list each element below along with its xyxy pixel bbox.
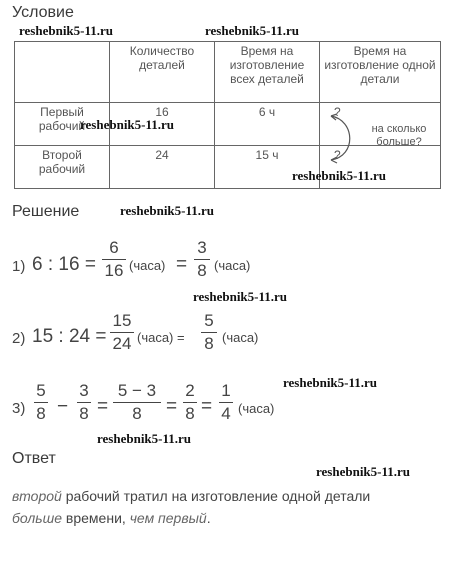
step-3-equals-3: = — [201, 396, 213, 417]
watermark: reshebnik5-11.ru — [97, 431, 192, 446]
answer-heading: Ответ — [12, 450, 56, 467]
step-1-unit-2: (часа) — [214, 258, 251, 273]
watermark: reshebnik5-11.ru — [283, 375, 378, 390]
step-2-label: 2) — [12, 330, 26, 347]
row-time-one: ? — [320, 103, 441, 146]
step-3-fraction-a: $\frac{5}{8}$ — [34, 381, 48, 424]
row-count: 24 — [110, 146, 215, 189]
answer-word-more: больше — [12, 510, 63, 526]
task-table — [14, 41, 441, 189]
answer-text: второй рабочий тратил на изготовление одной детали больше времени, чем первый. — [12, 488, 371, 526]
step-2-expr: 15 : 24 = — [32, 326, 107, 347]
watermark: reshebnik5-11.ru — [19, 23, 114, 38]
header-time-all: Время на изготовление всех деталей — [215, 42, 320, 103]
row-label: Второй рабочий — [15, 146, 110, 189]
step-3-fraction-b: $\frac{3}{8}$ — [77, 381, 91, 424]
watermark: reshebnik5-11.ru — [292, 168, 387, 183]
step-3-unit: (часа) — [238, 401, 275, 416]
step-1-fraction-2: $\frac{3}{8}$ — [194, 238, 210, 281]
watermark: reshebnik5-11.ru — [193, 289, 288, 304]
step-3-equals-1: = — [97, 396, 109, 417]
step-3-equals-2: = — [166, 396, 178, 417]
step-1-label: 1) — [12, 258, 26, 275]
step-1-fraction-1: $\frac{6}{16}$ — [102, 238, 126, 281]
condition-heading: Условие — [12, 4, 74, 21]
row-time-all: 6 ч — [215, 103, 320, 146]
step-2-unit-1: (часа) = — [137, 330, 185, 345]
step-2-unit-2: (часа) — [222, 330, 259, 345]
watermark: reshebnik5-11.ru — [316, 464, 411, 479]
row-label: Первый рабочий — [15, 103, 110, 146]
step-1-equals: = — [176, 254, 188, 275]
row-time-all: 15 ч — [215, 146, 320, 189]
step-3-minus: − — [57, 396, 69, 417]
watermark: reshebnik5-11.ru — [205, 23, 300, 38]
watermark: reshebnik5-11.ru — [120, 203, 215, 218]
bracket-arrow-icon — [325, 112, 365, 166]
answer-word-second: второй — [12, 488, 62, 504]
step-1-unit-1: (часа) — [129, 258, 166, 273]
step-3-fraction-c: $\frac{5 - 3}{8}$ — [113, 381, 161, 424]
question-note: на сколько больше? — [371, 123, 427, 148]
row-count: 16 — [110, 103, 215, 146]
header-count: Количество деталей — [110, 42, 215, 103]
watermark: reshebnik5-11.ru — [80, 117, 175, 132]
step-3-fraction-e: $\frac{1}{4}$ — [219, 381, 233, 424]
table-corner-cell — [15, 42, 110, 103]
row-time-one: ? — [320, 146, 441, 189]
step-3-label: 3) — [12, 400, 26, 417]
answer-word-than-first: чем первый — [129, 510, 207, 526]
header-time-one: Время на изготовление одной детали — [320, 42, 441, 103]
solution-heading: Решение — [12, 203, 80, 220]
step-1-expr: 6 : 16 = — [32, 254, 96, 275]
step-2-fraction-1: $\frac{15}{24}$ — [110, 311, 134, 354]
step-3-fraction-d: $\frac{2}{8}$ — [183, 381, 197, 424]
step-2-fraction-2: $\frac{5}{8}$ — [201, 311, 217, 354]
